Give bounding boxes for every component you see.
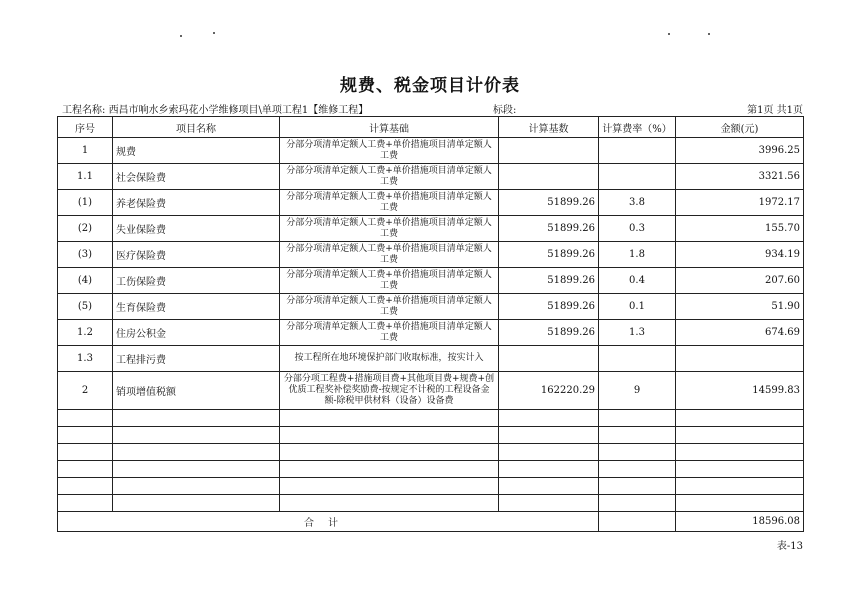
header-basis: 计算基础 [280,117,499,138]
cell-name: 医疗保险费 [113,242,280,268]
cell-basis: 分部分项清单定额人工费+单价措施项目清单定额人工费 [280,164,499,190]
cell-rate: 1.3 [599,320,676,346]
cell-amount: 3996.25 [676,138,804,164]
cell-basis: 分部分项工程费+措施项目费+其他项目费+规费+创优质工程奖补偿奖励费-按规定不计税的工程设备金额-除税甲供材料（设备）设备费 [280,372,499,410]
blank-row [58,478,804,495]
cell-seq: 1.2 [58,320,113,346]
header-name: 项目名称 [113,117,280,138]
cell-basis: 分部分项清单定额人工费+单价措施项目清单定额人工费 [280,138,499,164]
cell-name: 工伤保险费 [113,268,280,294]
cell-name: 社会保险费 [113,164,280,190]
header-base: 计算基数 [499,117,599,138]
scan-speck [708,33,710,35]
cell-rate [599,164,676,190]
cell-amount: 934.19 [676,242,804,268]
page-info: 第1页 共1页 [747,105,803,116]
project-label: 工程名称: [62,105,106,116]
cell-name: 养老保险费 [113,190,280,216]
section-label: 标段: [493,105,517,116]
cell-amount: 1972.17 [676,190,804,216]
cell-basis: 分部分项清单定额人工费+单价措施项目清单定额人工费 [280,216,499,242]
cell-basis: 分部分项清单定额人工费+单价措施项目清单定额人工费 [280,242,499,268]
scan-speck [180,35,182,37]
cell-amount: 3321.56 [676,164,804,190]
cell-base: 51899.26 [499,190,599,216]
total-rate-empty [599,512,676,532]
cell-seq: (4) [58,268,113,294]
cell-amount [676,346,804,372]
blank-row [58,461,804,478]
table-row [58,164,804,190]
table-row [58,372,804,410]
cell-base: 51899.26 [499,216,599,242]
total-label: 合计 [58,512,599,532]
cell-seq: 1.3 [58,346,113,372]
cell-name: 生育保险费 [113,294,280,320]
cell-rate: 3.8 [599,190,676,216]
header-row [58,117,804,138]
cell-name: 工程排污费 [113,346,280,372]
table-row [58,216,804,242]
cell-rate [599,138,676,164]
cell-base [499,164,599,190]
cell-base: 162220.29 [499,372,599,410]
table-row [58,190,804,216]
header-rate: 计算费率（%） [599,117,676,138]
cell-rate: 9 [599,372,676,410]
blank-row [58,427,804,444]
cell-seq: (1) [58,190,113,216]
table-row [58,242,804,268]
cell-base [499,138,599,164]
cell-base: 51899.26 [499,268,599,294]
cell-name: 规费 [113,138,280,164]
total-amount: 18596.08 [676,512,804,532]
cell-base: 51899.26 [499,242,599,268]
cell-name: 销项增值税额 [113,372,280,410]
cell-rate: 0.3 [599,216,676,242]
cell-seq: 1 [58,138,113,164]
cell-basis: 分部分项清单定额人工费+单价措施项目清单定额人工费 [280,190,499,216]
cell-name: 失业保险费 [113,216,280,242]
cell-base [499,346,599,372]
table-row [58,294,804,320]
header-seq: 序号 [58,117,113,138]
blank-row [58,410,804,427]
cell-basis: 分部分项清单定额人工费+单价措施项目清单定额人工费 [280,268,499,294]
cell-rate: 0.4 [599,268,676,294]
cell-seq: (5) [58,294,113,320]
total-row [58,512,804,532]
scan-speck [213,32,215,34]
table-row [58,268,804,294]
cell-amount: 155.70 [676,216,804,242]
cell-basis: 分部分项清单定额人工费+单价措施项目清单定额人工费 [280,294,499,320]
cell-basis: 分部分项清单定额人工费+单价措施项目清单定额人工费 [280,320,499,346]
cell-seq: (2) [58,216,113,242]
cell-base: 51899.26 [499,294,599,320]
cell-seq: (3) [58,242,113,268]
cell-rate: 0.1 [599,294,676,320]
form-number: 表-13 [776,541,803,552]
fee-tax-table [57,116,804,532]
cell-amount: 674.69 [676,320,804,346]
cell-name: 住房公积金 [113,320,280,346]
cell-amount: 51.90 [676,294,804,320]
cell-rate [599,346,676,372]
cell-basis: 按工程所在地环境保护部门收取标准，按实计入 [280,346,499,372]
page-title: 规费、税金项目计价表 [340,76,520,96]
blank-row [58,444,804,461]
blank-row [58,495,804,512]
cell-rate: 1.8 [599,242,676,268]
cell-amount: 207.60 [676,268,804,294]
scan-speck [668,33,670,35]
cell-seq: 2 [58,372,113,410]
cell-base: 51899.26 [499,320,599,346]
table-row [58,320,804,346]
cell-seq: 1.1 [58,164,113,190]
header-amount: 金额(元) [676,117,804,138]
project-name: 西昌市响水乡索玛花小学维修项目\单项工程1【维修工程】 [108,105,369,116]
cell-amount: 14599.83 [676,372,804,410]
project-info [62,101,368,116]
table-row [58,346,804,372]
table-row [58,138,804,164]
